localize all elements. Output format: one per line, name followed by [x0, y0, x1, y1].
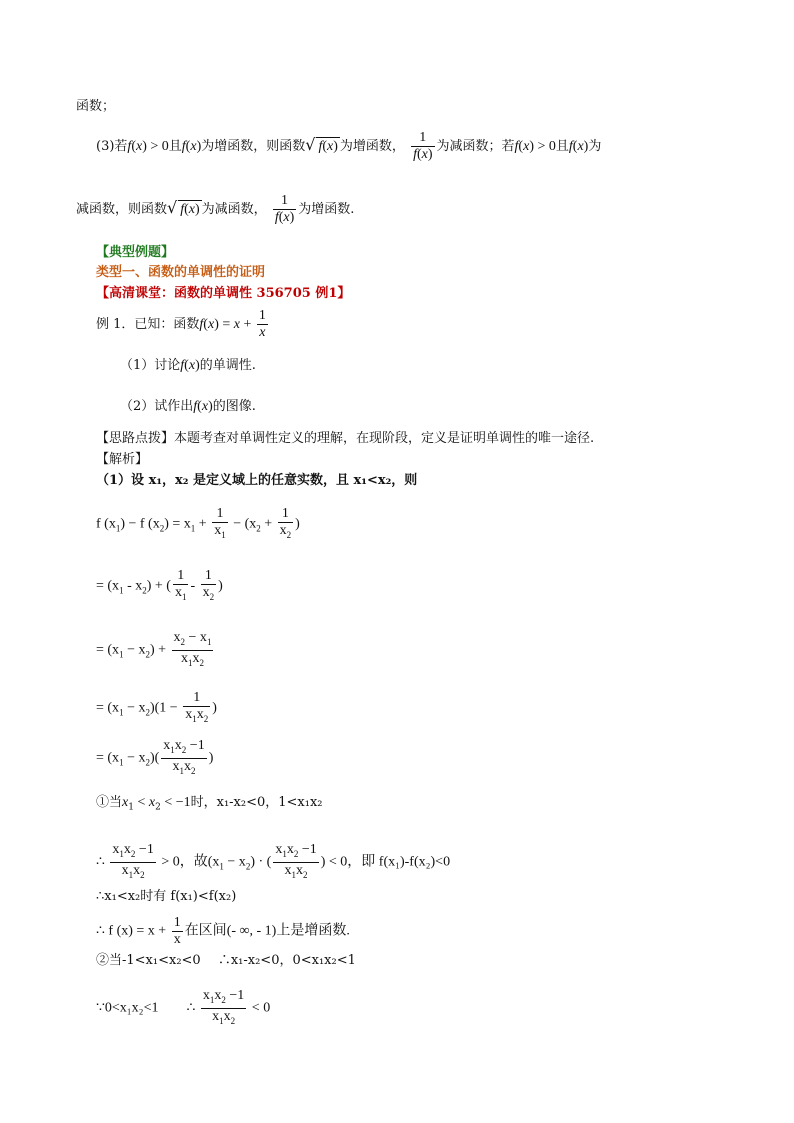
question-1: （1）讨论f(x)的单调性.	[120, 358, 256, 373]
case-1-result: ∴ f (x) = x + $\frac{1}{x}$ 在区间(- ∞, - 1)上是增函数.	[96, 915, 350, 947]
equation-2: = $(x_1 - x_2)$ + ( $\frac{1}{x_1}$ - $\frac{1}{x_2}$ )	[96, 568, 223, 602]
hint: 【思路点拨】本题考查对单调性定义的理解，在现阶段，定义是证明单调性的唯一途径.	[96, 431, 595, 446]
equation-5: = $(x_1 - x_2)$( $\frac{x_1x_2 -1}{x_1x_2}$ )	[96, 738, 214, 776]
case-2: ②当-1<x₁<x₂<0 ∴x₁-x₂<0，0<x₁x₂<1	[96, 953, 356, 968]
case-1-inequality: ∴ $\frac{x_1x_2 -1}{x_1x_2}$ > 0，故$(x_1 - x_2)$ · ( $\frac{x_1x_2 -1}{x_1x_2}$ ) < 0，即 f(x₁)-f(x₂)<0	[96, 842, 451, 880]
case-2-inequality: ∵0<x₁x₂<1 ∴ $\frac{x_1x_2 -1}{x_1x_2}$ < 0	[96, 988, 271, 1026]
property-line-3: (3)若f(x) > 0且f(x)为增函数，则函数√ f(x) 为增函数， $\frac{1}{f(x)}$ 为减函数；若f(x) > 0且f(x)为	[96, 130, 602, 162]
property-line-3-cont: 减函数，则函数√ f(x) 为减函数， $\frac{1}{f(x)}$ 为增函数.	[76, 193, 355, 225]
case-1-conclusion: ∴x₁<x₂时有 f(x₁)<f(x₂)	[96, 889, 237, 904]
text-line: 函数；	[76, 99, 116, 114]
question-2: （2）试作出f(x)的图像.	[120, 399, 256, 414]
solution-step-1: （1）设 x₁，x₂ 是定义域上的任意实数，且 x₁<x₂，则	[96, 473, 418, 488]
solution-heading: 【解析】	[96, 452, 149, 467]
example-1: 例 1．已知：函数f(x) = x + $\frac{1}{x}$	[96, 308, 266, 340]
equation-4: = $(x_1 - x_2)(1$ − $\frac{1}{x_1x_2}$ )	[96, 690, 217, 724]
equation-3: = $(x_1 - x_2)$ + $\frac{x_2 - x_1}{x_1x_2}$	[96, 630, 212, 668]
section-heading: 【典型例题】	[96, 245, 175, 260]
type-heading: 类型一、函数的单调性的证明	[96, 265, 266, 280]
course-heading: 【高清课堂：函数的单调性 356705 例1】	[96, 286, 351, 301]
equation-1: f $(x_1) - f$ $(x_2) = x_1$ + $\frac{1}{x_1}$ − ($x_2$ + $\frac{1}{x_2}$ )	[96, 506, 300, 540]
case-1: ①当$x_1 < x_2 < -1$时，x₁-x₂<0，1<x₁x₂	[96, 795, 323, 813]
fraction: $\frac{1}{f(x)}$	[413, 130, 433, 162]
